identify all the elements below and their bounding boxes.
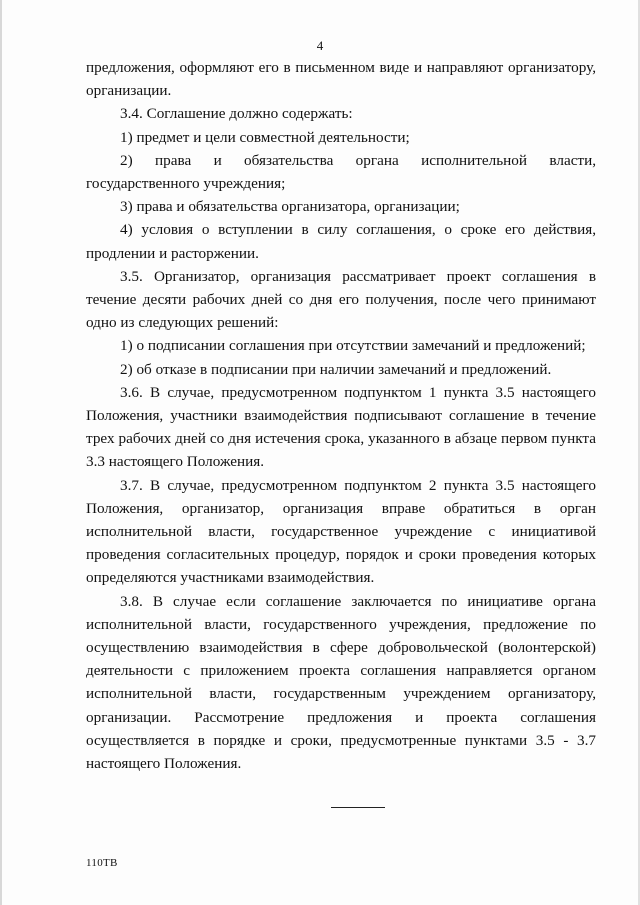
decision-item-2: 2) об отказе в подписании при наличии замечаний и предложений. <box>120 360 552 378</box>
paragraph-3-5: 3.5. Организатор, организация рассматривает проект соглашения в течение десяти рабочих дней со дня его получения, после чего принимают одно из следующих решений: <box>86 267 596 332</box>
paragraph-3-8: 3.8. В случае если соглашение заключается по инициативе органа исполнительной власти, государственного учреждения, предложение по осуществлению взаимодействия в сфере добровольческой (волонтерской) деятельности с приложением проекта соглашения направляется органом исполнительной власти, государственным учреждением организатору, организации. Рассмотрение предложения и проекта соглашения осуществляется в порядке и сроки, предусмотренные пунктами 3.5 - 3.7 настоящего Положения. <box>86 592 596 773</box>
list-item-2: 2) права и обязательства органа исполнительной власти, государственного учреждения; <box>86 151 596 193</box>
list-item-3: 3) права и обязательства организатора, организации; <box>120 198 460 216</box>
paragraph-3-7: 3.7. В случае, предусмотренном подпунктом 2 пункта 3.5 настоящего Положения, организатор, организация вправе обратиться в орган исполнительной власти, государственное учреждение с инициативой проведения согласительных процедур, порядок и сроки проведения которых определяются участниками взаимодействия. <box>86 476 596 587</box>
document-body <box>86 56 596 775</box>
page-number: 4 <box>316 38 324 53</box>
paragraph-3-4: 3.4. Соглашение должно содержать: <box>120 105 353 123</box>
paragraph-continuation: предложения, оформляют его в письменном виде и направляют организатору, организации. <box>86 59 596 100</box>
paragraph-3-6: 3.6. В случае, предусмотренном подпунктом 1 пункта 3.5 настоящего Положения, участники взаимодействия подписывают соглашение в течение трех рабочих дней со дня истечения срока, указанного в абзаце первом пункта 3.3 настоящего Положения. <box>86 383 596 471</box>
scan-edge-left <box>0 0 2 905</box>
end-separator-line <box>331 807 385 808</box>
list-item-1: 1) предмет и цели совместной деятельности; <box>120 128 410 146</box>
decision-item-1: 1) о подписании соглашения при отсутствии замечаний и предложений; <box>120 337 586 355</box>
list-item-4: 4) условия о вступлении в силу соглашения, о сроке его действия, продлении и расторжении. <box>86 221 596 262</box>
footer-document-code: 110ТВ <box>86 857 118 869</box>
